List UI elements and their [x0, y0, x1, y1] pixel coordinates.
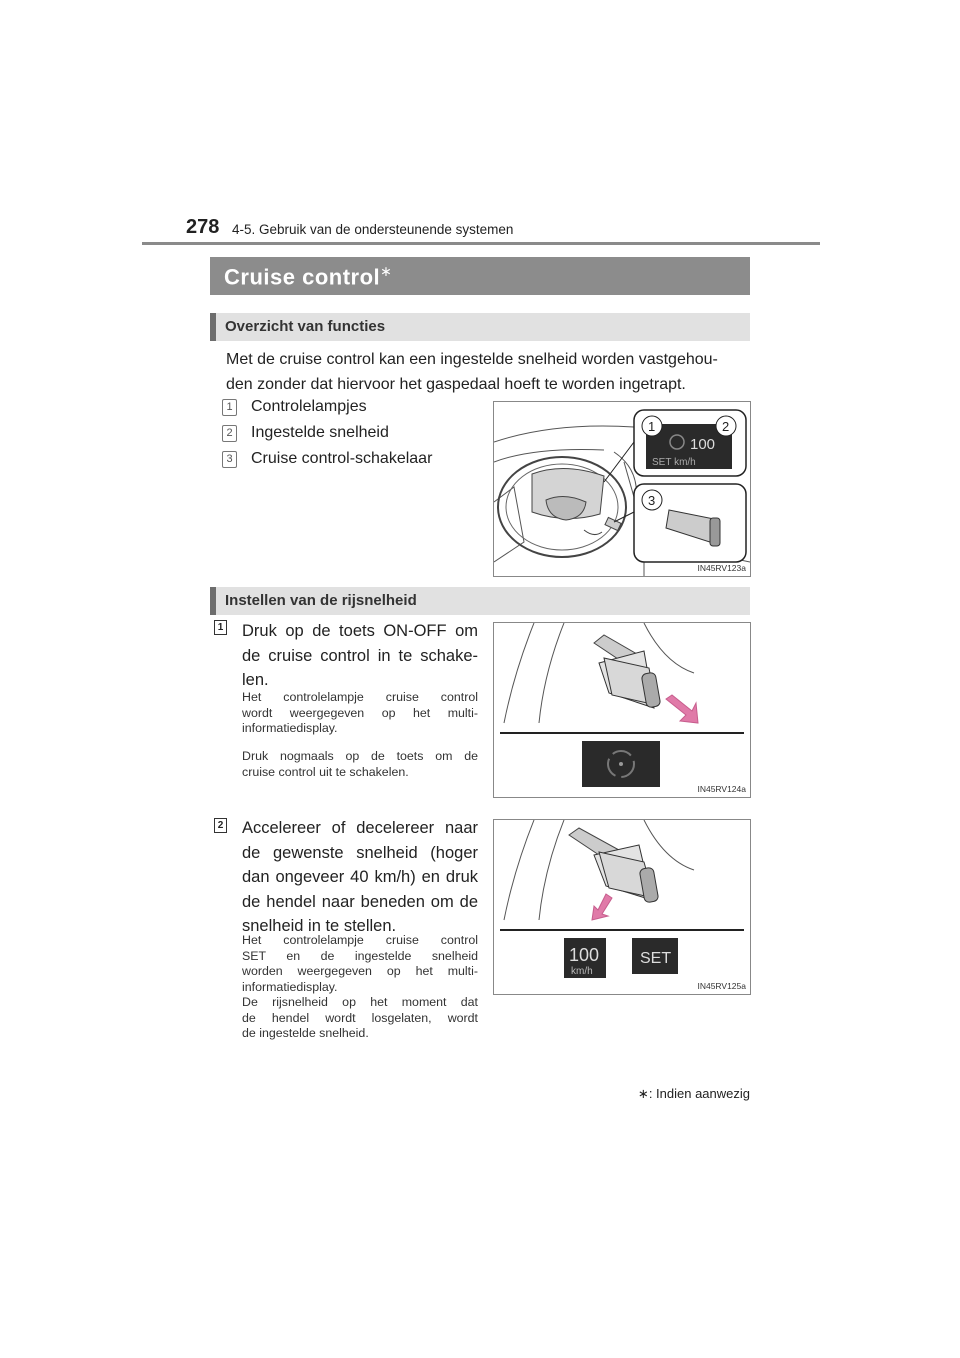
step2-note	[242, 933, 478, 1042]
note-line: de hendel wordt losgelaten, wordt	[242, 1010, 478, 1025]
dashboard-illustration	[494, 402, 750, 576]
figure-code: IN45RV123a	[697, 563, 746, 573]
note-line: Het controlelampje cruise control	[242, 690, 478, 704]
step1-note	[242, 690, 478, 737]
item-label: Ingestelde snelheid	[251, 424, 389, 441]
step-line: Accelereer of decelereer naar	[242, 819, 478, 837]
step-line: len.	[242, 671, 269, 689]
section-heading-overview	[210, 313, 750, 341]
item-number: 1	[222, 399, 237, 416]
note-line: De rijsnelheid op het moment dat	[242, 995, 478, 1009]
section-marker	[210, 313, 216, 341]
note-line: cruise control uit te schakelen.	[242, 764, 409, 779]
title-asterisk: ∗	[380, 263, 393, 279]
item-label: Controlelampjes	[251, 398, 367, 415]
step1-note-2	[242, 749, 478, 780]
figure-code: IN45RV124a	[697, 784, 746, 794]
step-number: 2	[214, 818, 227, 833]
lever-illustration	[494, 623, 750, 797]
page-title	[224, 263, 392, 290]
page-title-text: Cruise control	[224, 264, 381, 290]
intro-paragraph	[226, 347, 750, 397]
intro-line: Met de cruise control kan een ingestelde snelheid worden vastgehou-	[226, 351, 718, 368]
step-line: snelheid in te stellen.	[242, 917, 397, 935]
item-number: 3	[222, 451, 237, 468]
step-line: de cruise control in te schake-	[242, 646, 478, 665]
section-heading-text: Overzicht van functies	[225, 318, 386, 335]
footnote-symbol: ∗	[637, 1086, 649, 1101]
step-line: de hendel naar beneden om de	[242, 892, 478, 911]
intro-line: den zonder dat hiervoor het gaspedaal hoeft te worden ingetrapt.	[226, 376, 686, 393]
note-line: Het controlelampje cruise control	[242, 933, 478, 947]
chapter-title: 4-5. Gebruik van de ondersteunende systemen	[232, 222, 514, 237]
display-speed: 100	[569, 945, 600, 965]
display-set: SET	[640, 950, 672, 967]
section-heading-text: Instellen van de rijsnelheid	[225, 592, 417, 609]
display-speed: 100	[690, 436, 716, 453]
note-line: wordt weergegeven op het multi-	[242, 705, 478, 720]
section-heading-set-speed	[210, 587, 750, 615]
callout-2: 2	[722, 419, 730, 434]
note-line: worden weergegeven op het multi-	[242, 964, 478, 978]
note-line: SET en de ingestelde snelheid	[242, 948, 478, 963]
note-line: informatiedisplay.	[242, 979, 338, 994]
callout-3: 3	[648, 493, 656, 508]
step1-instruction	[242, 619, 478, 693]
figure-dashboard	[493, 401, 751, 577]
page-number: 278	[186, 216, 220, 238]
list-item	[222, 450, 432, 468]
list-item	[222, 398, 367, 416]
header-divider	[142, 242, 820, 245]
step-line: de gewenste snelheid (hoger	[242, 843, 478, 862]
note-line: Druk nogmaals op de toets om de	[242, 749, 478, 763]
figure-code: IN45RV125a	[697, 981, 746, 991]
item-label: Cruise control-schakelaar	[251, 450, 433, 467]
figure-on-off-switch	[493, 622, 751, 798]
display-unit: km/h	[571, 966, 593, 977]
page-title-bar	[210, 257, 750, 295]
note-line: informatiedisplay.	[242, 721, 338, 735]
lever-set-illustration	[494, 820, 750, 994]
step-number: 1	[214, 620, 227, 635]
step-line: Druk op de toets ON-OFF om	[242, 622, 478, 640]
display-set: SET km/h	[652, 457, 696, 468]
footnote-text: : Indien aanwezig	[648, 1086, 750, 1101]
callout-1: 1	[648, 419, 656, 434]
figure-set-speed	[493, 819, 751, 995]
list-item	[222, 424, 389, 442]
note-line: de ingestelde snelheid.	[242, 1026, 369, 1040]
section-marker	[210, 587, 216, 615]
step-line: dan ongeveer 40 km/h) en druk	[242, 868, 478, 886]
footnote	[638, 1086, 750, 1102]
item-number: 2	[222, 425, 237, 442]
step2-instruction	[242, 816, 478, 939]
